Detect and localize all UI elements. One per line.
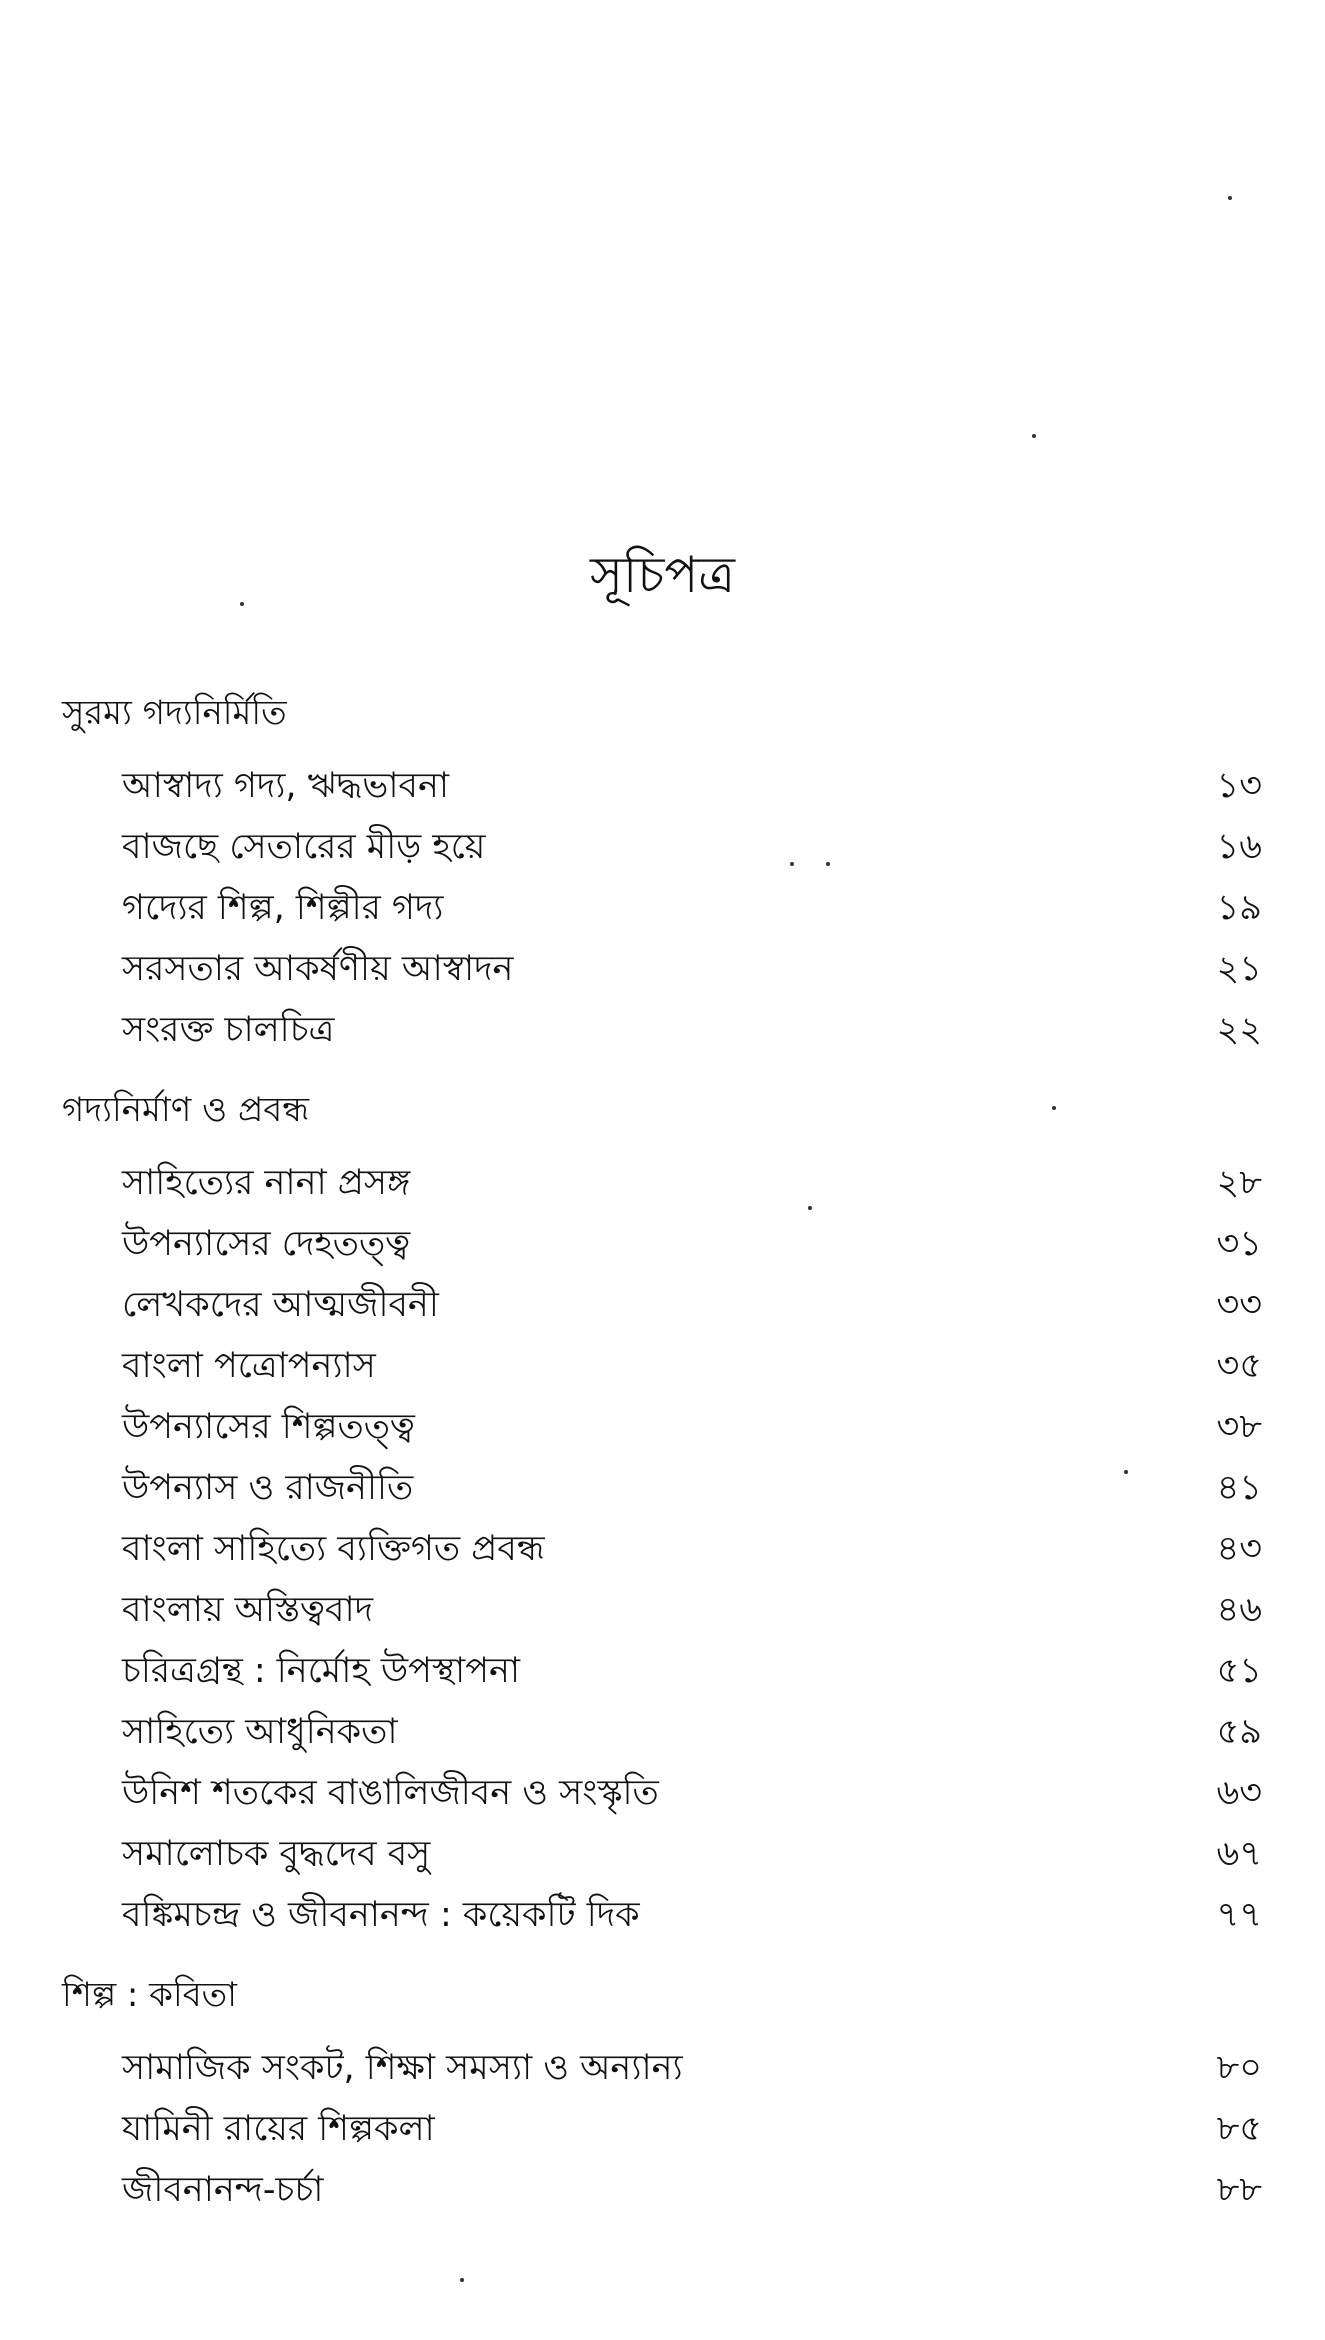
scan-speck [240,602,244,606]
scan-speck [1032,434,1036,438]
scan-speck [1228,196,1232,200]
scan-speck [790,862,794,866]
entry-page-number: ৪৬ [1216,1590,1262,1630]
entry-label: জীবনানন্দ-চর্চা [122,2170,324,2210]
entry-page-number: ২২ [1216,1010,1262,1050]
toc-entry [62,1885,1262,1946]
toc-entry [62,2038,1262,2099]
scan-speck [808,1206,812,1210]
entry-label: বাংলা সাহিত্যে ব্যক্তিগত প্রবন্ধ [122,1529,545,1569]
entry-page-number: ৮৫ [1216,2109,1262,2149]
entry-label: বাংলা পত্রোপন্যাস [122,1346,376,1386]
entry-page-number: ৪১ [1216,1468,1262,1508]
entry-page-number: ৫৯ [1216,1712,1262,1752]
section-title: সুরম্য গদ্যনির্মিতি [62,693,287,733]
entry-label: সংরক্ত চালচিত্র [122,1010,335,1050]
entry-label: বাজছে সেতারের মীড় হয়ে [122,827,486,867]
entry-page-number: ৪৩ [1216,1529,1262,1569]
entry-page-number: ৬৭ [1216,1834,1262,1874]
toc-entry [62,1336,1262,1397]
section-title: শিল্প : কবিতা [62,1975,237,2015]
toc-entry [62,1702,1262,1763]
entry-label: গদ্যের শিল্প, শিল্পীর গদ্য [122,888,444,928]
toc-entry [62,878,1262,939]
toc-heading: সূচিপত্র [590,546,735,604]
entry-label: উপন্যাস ও রাজনীতি [122,1468,414,1508]
entry-page-number: ২৮ [1216,1163,1262,1203]
entry-label: বাংলায় অস্তিত্ববাদ [122,1590,374,1630]
entry-page-number: ৩৮ [1216,1407,1262,1447]
entry-label: আস্বাদ্য গদ্য, ঋদ্ধভাবনা [122,766,450,806]
section-title: গদ্যনির্মাণ ও প্রবন্ধ [62,1090,310,1130]
entry-page-number: ৩৫ [1216,1346,1262,1386]
entry-label: উনিশ শতকের বাঙালিজীবন ও সংস্কৃতি [122,1773,659,1813]
entry-label: সমালোচক বুদ্ধদেব বসু [122,1834,431,1874]
entry-page-number: ৩৩ [1216,1285,1262,1325]
toc-entry [62,817,1262,878]
toc-section [62,1972,1262,2221]
entry-page-number: ১৯ [1216,888,1262,928]
entry-page-number: ১৩ [1216,766,1262,806]
entry-label: বঙ্কিমচন্দ্র ও জীবনানন্দ : কয়েকটি দিক [122,1895,640,1935]
entry-label: উপন্যাসের দেহতত্ত্ব [122,1224,411,1264]
entry-page-number: ১৬ [1216,827,1262,867]
toc-entry [62,1641,1262,1702]
entry-label: লেখকদের আত্মজীবনী [122,1285,439,1325]
toc-entry [62,1763,1262,1824]
toc-entry [62,1275,1262,1336]
entry-page-number: ২১ [1216,949,1262,989]
toc-entry [62,939,1262,1000]
toc-entry [62,2099,1262,2160]
entry-label: সরসতার আকর্ষণীয় আস্বাদন [122,949,514,989]
toc-entry [62,2160,1262,2221]
toc-section [62,690,1262,1061]
entry-page-number: ৩১ [1216,1224,1262,1264]
entry-page-number: ৮৮ [1216,2170,1262,2210]
entry-page-number: ৮০ [1216,2048,1262,2088]
table-of-contents [62,690,1262,2221]
entry-label: সাহিত্যের নানা প্রসঙ্গ [122,1163,411,1203]
scan-speck [1052,1106,1056,1110]
toc-entry [62,1000,1262,1061]
entry-label: সামাজিক সংকট, শিক্ষা সমস্যা ও অন্যান্য [122,2048,683,2088]
toc-entry [62,1519,1262,1580]
entry-page-number: ৬৩ [1216,1773,1262,1813]
toc-entry [62,756,1262,817]
entry-page-number: ৫১ [1216,1651,1262,1691]
toc-entry [62,1153,1262,1214]
toc-entry [62,1397,1262,1458]
entry-label: যামিনী রায়ের শিল্পকলা [122,2109,435,2149]
entry-label: চরিত্রগ্রন্থ : নির্মোহ উপস্থাপনা [122,1651,520,1691]
toc-entry [62,1580,1262,1641]
entry-label: সাহিত্যে আধুনিকতা [122,1712,398,1752]
toc-section [62,1087,1262,1946]
toc-entry [62,1824,1262,1885]
toc-entry [62,1214,1262,1275]
scan-speck [826,862,830,866]
scan-speck [1124,1470,1128,1474]
toc-entry [62,1458,1262,1519]
entry-label: উপন্যাসের শিল্পতত্ত্ব [122,1407,415,1447]
scan-speck [460,2278,464,2282]
entry-page-number: ৭৭ [1216,1895,1262,1935]
